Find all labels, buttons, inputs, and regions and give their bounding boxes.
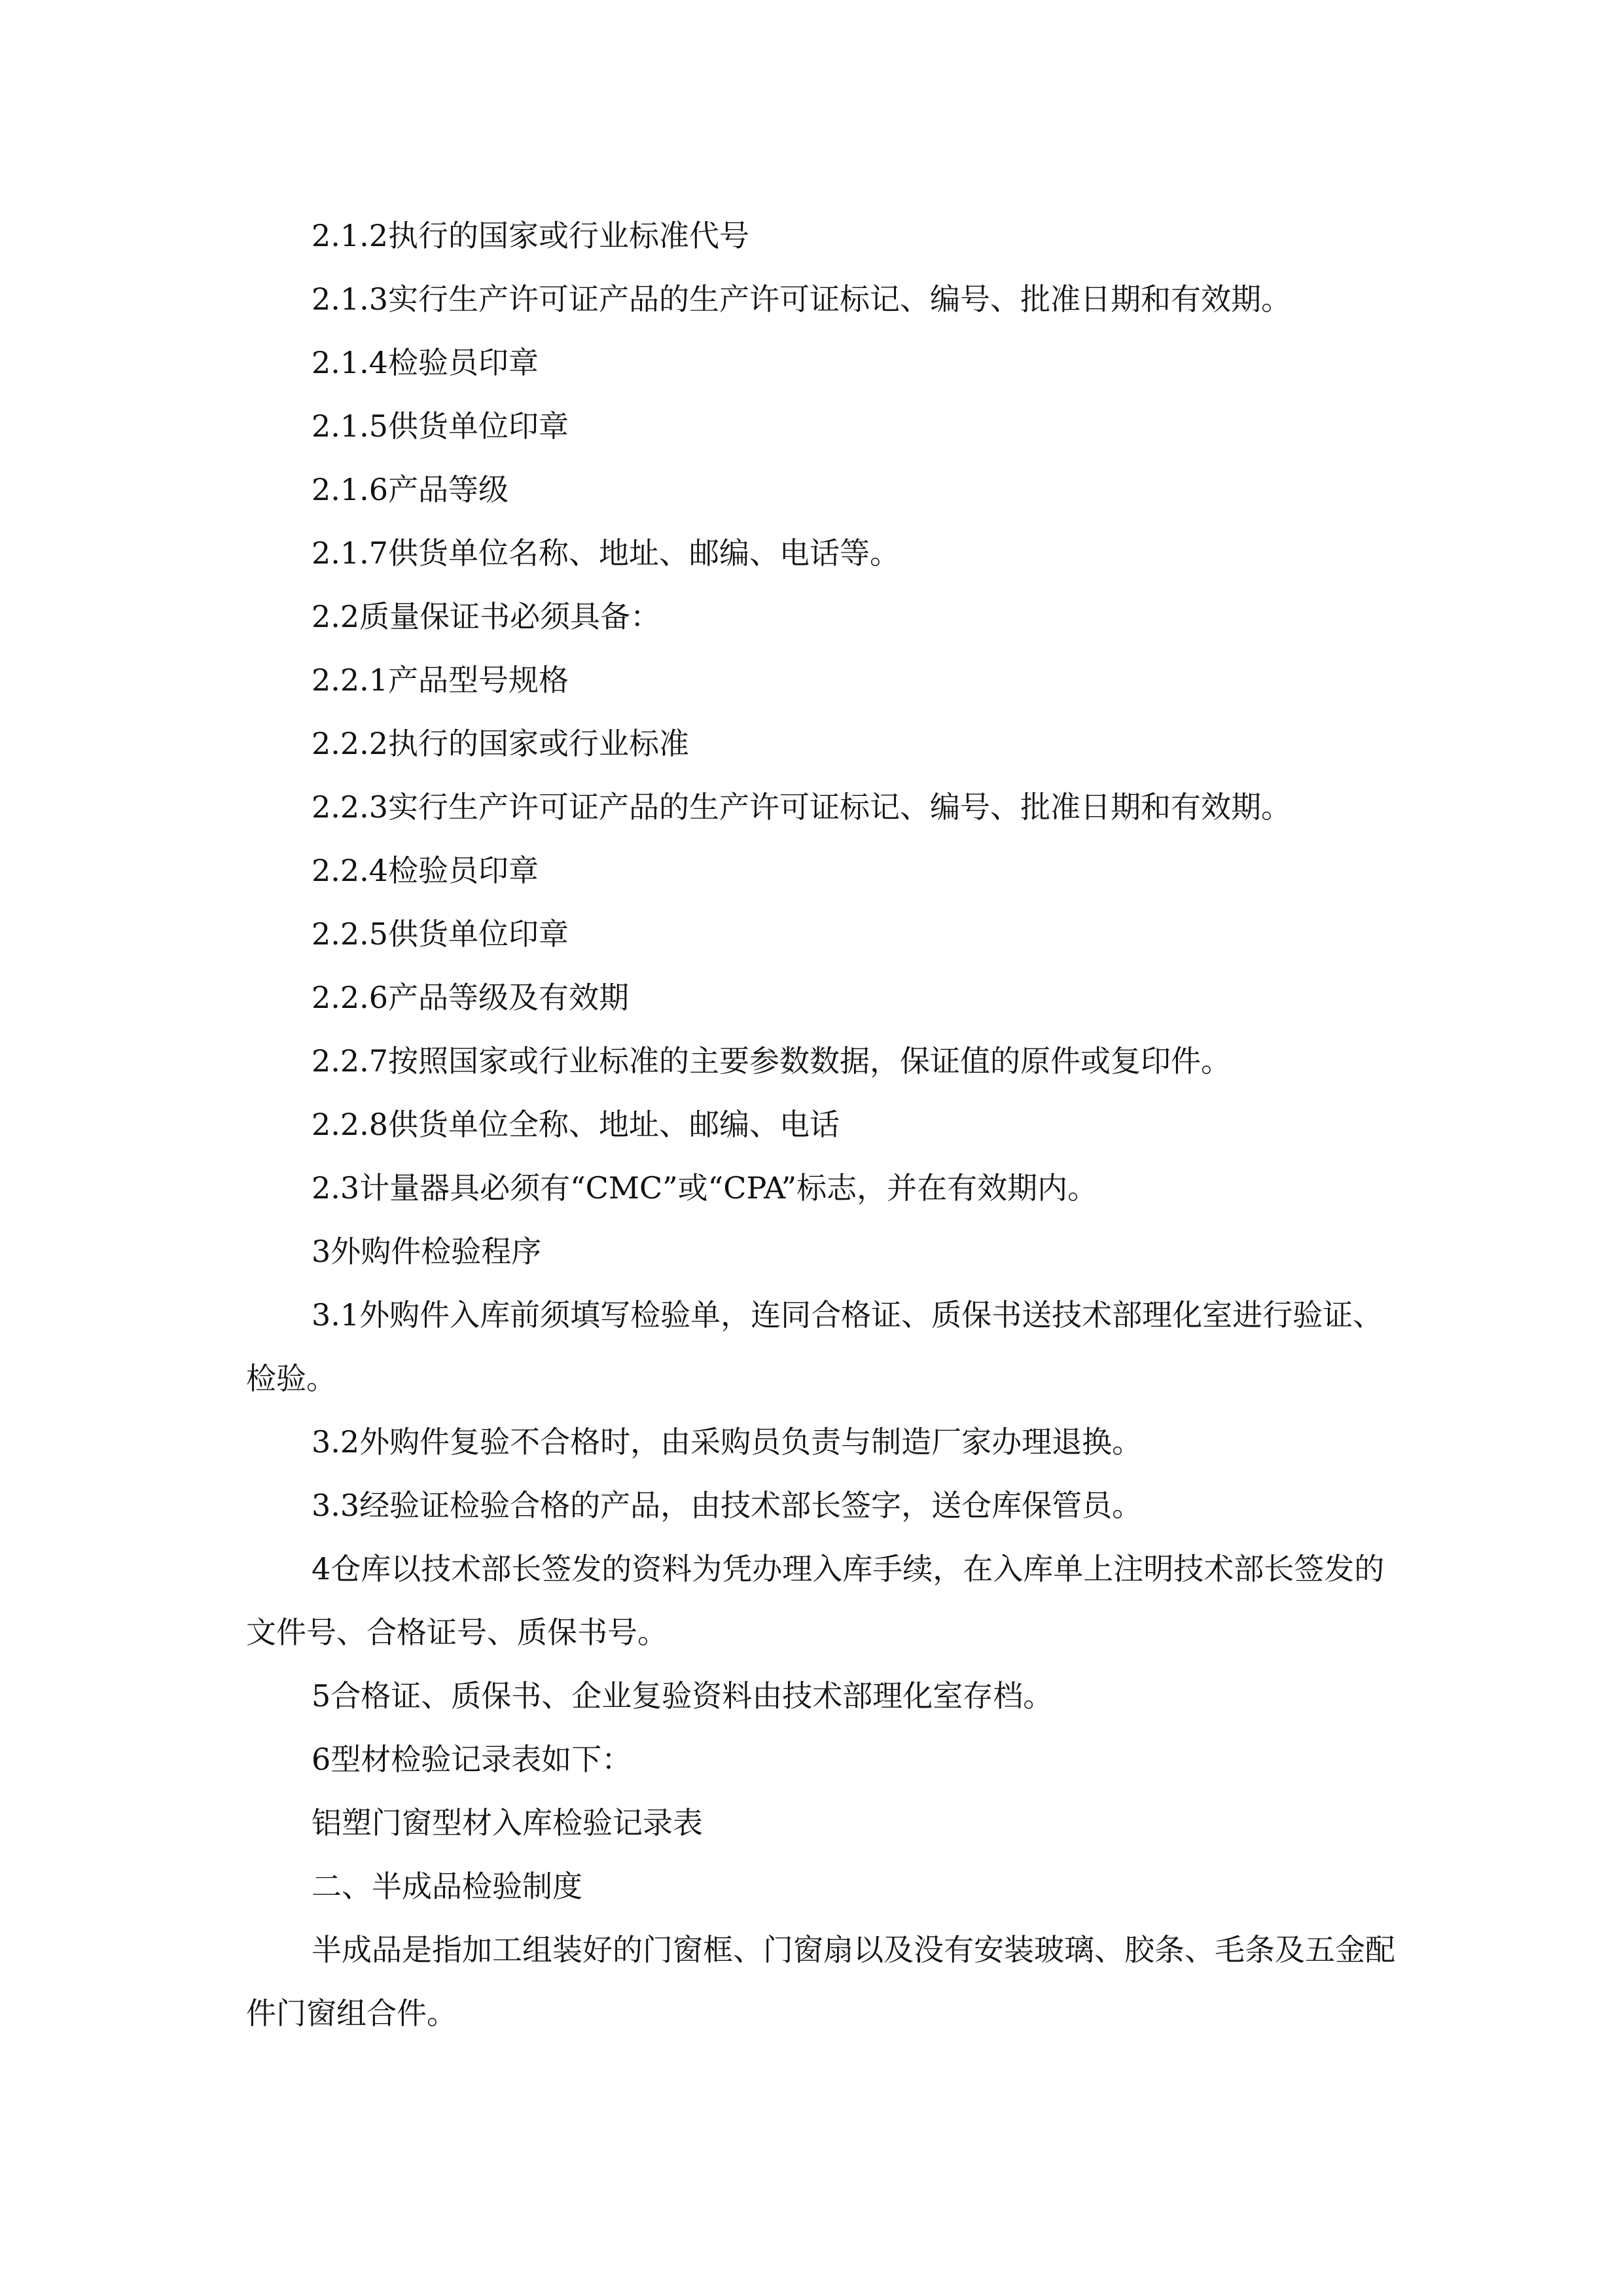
section-heading: 3外购件检验程序 — [312, 1234, 542, 1269]
paragraph: 2.2.4检验员印章 — [312, 853, 539, 888]
paragraph: 2.2.6产品等级及有效期 — [312, 980, 630, 1015]
paragraph: 2.1.7供货单位名称、地址、邮编、电话等。 — [312, 535, 901, 571]
paragraph: 3.2外购件复验不合格时，由采购员负责与制造厂家办理退换。 — [312, 1424, 1143, 1460]
paragraph: 2.2.1产品型号规格 — [312, 662, 569, 698]
document-body — [246, 204, 1398, 2045]
paragraph: 6型材检验记录表如下： — [312, 1742, 632, 1777]
paragraph: 2.1.5供货单位印章 — [312, 408, 569, 444]
section-heading: 二、半成品检验制度 — [312, 1869, 582, 1904]
paragraph: 2.2.2执行的国家或行业标准 — [312, 726, 690, 761]
paragraph: 2.2.8供货单位全称、地址、邮编、电话 — [312, 1107, 840, 1142]
paragraph: 2.1.4检验员印章 — [312, 345, 539, 380]
paragraph: 2.2.3实行生产许可证产品的生产许可证标记、编号、批准日期和有效期。 — [312, 789, 1292, 825]
table-caption: 铝塑门窗型材入库检验记录表 — [312, 1805, 703, 1840]
paragraph: 2.1.3实行生产许可证产品的生产许可证标记、编号、批准日期和有效期。 — [312, 281, 1292, 317]
paragraph: 2.2.5供货单位印章 — [312, 916, 569, 952]
paragraph: 半成品是指加工组装好的门窗框、门窗扇以及没有安装玻璃、胶条、毛条及五金配件门窗组合件。 — [246, 1932, 1395, 2031]
paragraph: 4仓库以技术部长签发的资料为凭办理入库手续，在入库单上注明技术部长签发的文件号、合格证号、质保书号。 — [246, 1551, 1385, 1650]
paragraph: 2.3计量器具必须有“CMC”或“CPA”标志，并在有效期内。 — [312, 1170, 1098, 1206]
paragraph: 5合格证、质保书、企业复验资料由技术部理化室存档。 — [312, 1678, 1054, 1713]
paragraph: 3.1外购件入库前须填写检验单，连同合格证、质保书送技术部理化室进行验证、检验。 — [246, 1297, 1383, 1396]
paragraph: 2.1.2执行的国家或行业标准代号 — [312, 218, 750, 253]
paragraph: 2.2.7按照国家或行业标准的主要参数数据，保证值的原件或复印件。 — [312, 1043, 1232, 1079]
paragraph: 2.1.6产品等级 — [312, 472, 509, 507]
paragraph: 2.2质量保证书必须具备： — [312, 599, 661, 634]
paragraph: 3.3经验证检验合格的产品，由技术部长签字，送仓库保管员。 — [312, 1488, 1143, 1523]
